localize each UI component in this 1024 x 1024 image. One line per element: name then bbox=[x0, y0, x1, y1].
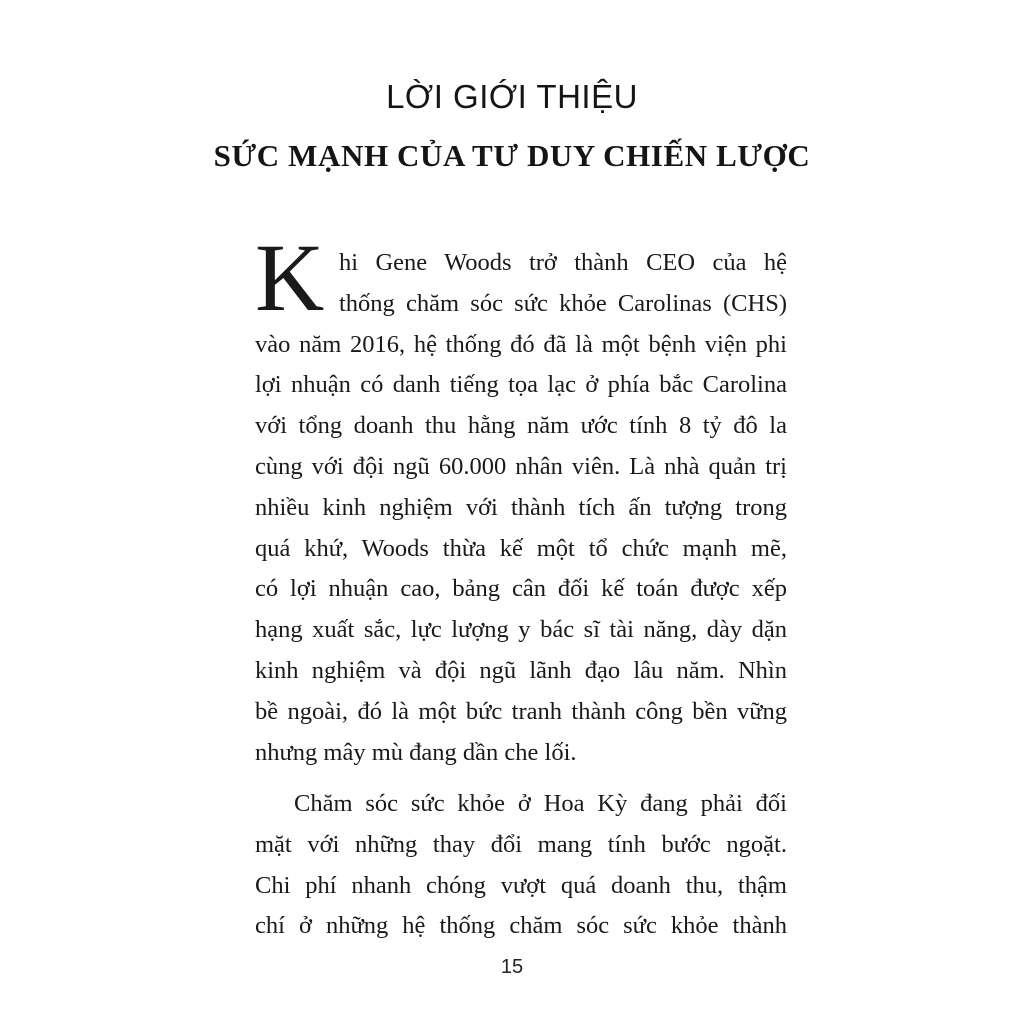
paragraph-1 bbox=[255, 243, 787, 773]
page-number: 15 bbox=[500, 956, 524, 978]
text-line: bề ngoài, đó là một bức tranh thành công bền vững bbox=[255, 697, 787, 725]
text-line: có lợi nhuận cao, bảng cân đối kế toán được xếp bbox=[255, 575, 787, 603]
text-line: với tổng doanh thu hằng năm ước tính 8 tỷ đô la bbox=[255, 412, 787, 440]
paragraph-2 bbox=[255, 784, 787, 947]
chapter-subtitle: SỨC MẠNH CỦA TƯ DUY CHIẾN LƯỢC bbox=[213, 138, 811, 173]
text-line: quá khứ, Woods thừa kế một tổ chức mạnh mẽ, bbox=[255, 534, 787, 562]
text-line: hi Gene Woods trở thành CEO của hệ bbox=[339, 249, 787, 276]
text-line: lợi nhuận có danh tiếng tọa lạc ở phía bắc Carolina bbox=[255, 371, 787, 399]
text-line: cùng với đội ngũ 60.000 nhân viên. Là nhà quản trị bbox=[255, 452, 787, 480]
text-line: nhưng mây mù đang dần che lối. bbox=[255, 738, 577, 766]
drop-cap-letter: K bbox=[255, 224, 325, 331]
text-line: mặt với những thay đổi mang tính bước ngoặt. bbox=[255, 830, 787, 858]
text-line: Chi phí nhanh chóng vượt quá doanh thu, thậm bbox=[255, 871, 787, 899]
text-line: Chăm sóc sức khỏe ở Hoa Kỳ đang phải đối bbox=[294, 790, 787, 817]
text-line: chí ở những hệ thống chăm sóc sức khỏe thành bbox=[255, 912, 787, 940]
text-line: nhiều kinh nghiệm với thành tích ấn tượng trong bbox=[255, 493, 787, 521]
chapter-heading: LỜI GIỚI THIỆU bbox=[386, 78, 638, 115]
text-line: hạng xuất sắc, lực lượng y bác sĩ tài năng, dày dặn bbox=[255, 616, 787, 644]
text-line: kinh nghiệm và đội ngũ lãnh đạo lâu năm. Nhìn bbox=[255, 656, 787, 684]
text-line: thống chăm sóc sức khỏe Carolinas (CHS) bbox=[339, 289, 787, 317]
text-line: vào năm 2016, hệ thống đó đã là một bệnh viện phi bbox=[255, 330, 787, 358]
